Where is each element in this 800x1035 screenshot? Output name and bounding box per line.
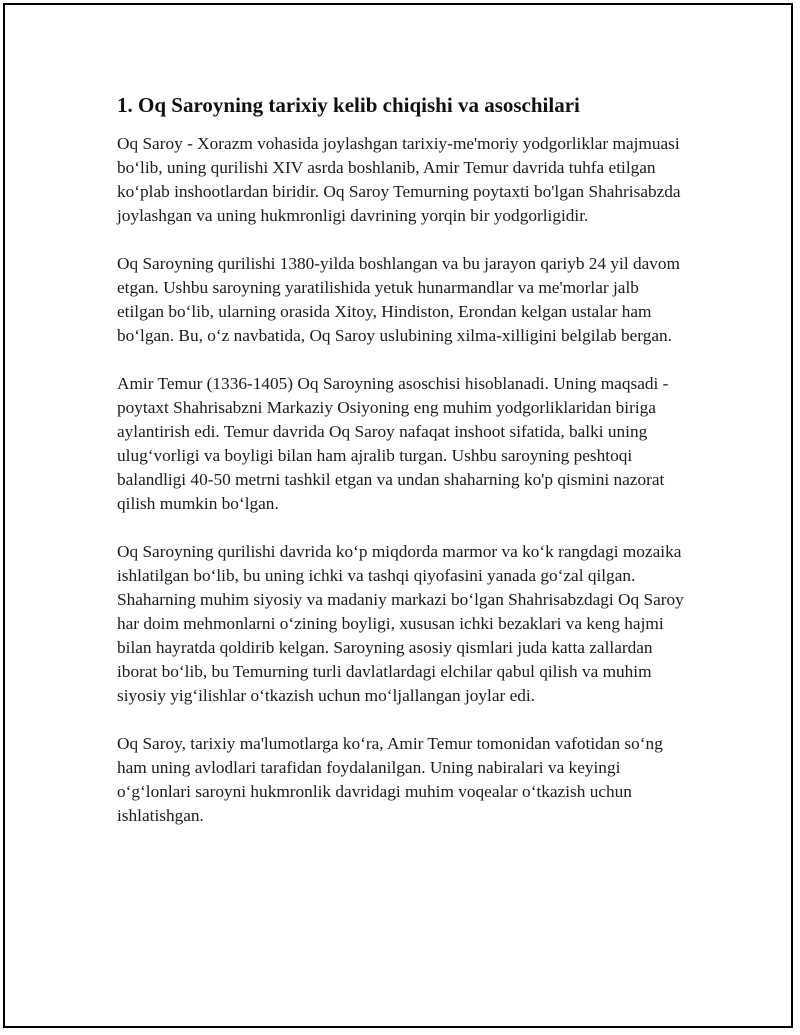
paragraph-origin: Oq Saroy - Xorazm vohasida joylashgan tarixiy-me'moriy yodgorliklar majmuasi bo‘lib, uning qurilishi XIV asrda boshlanib, Amir Temur davrida tuhfa etilgan ko‘plab inshootlardan biridir. Oq Saroy Temurning poytaxti bo'lgan Shahrisabzda joylashgan va uning hukmronligi davrining yorqin bir yodgorligidir.: [117, 134, 681, 225]
paragraph-construction: Oq Saroyning qurilishi 1380-yilda boshlangan va bu jarayon qariyb 24 yil davom etgan. Ushbu saroyning yaratilishida yetuk hunarmandlar va me'morlar jalb etilgan bo‘lib, ularning orasida Xitoy, Hindiston, Erondan kelgan ustalar ham bo‘lgan. Bu, o‘z navbatida, Oq Saroy uslubining xilma-xilligini belgilab bergan.: [117, 254, 680, 345]
section-heading: 1. Oq Saroyning tarixiy kelib chiqishi va asoschilari: [117, 93, 580, 117]
paragraph-founder: Amir Temur (1336-1405) Oq Saroyning asoschisi hisoblanadi. Uning maqsadi - poytaxt Shahrisabzni Markaziy Osiyoning eng muhim yodgorliklaridan biriga aylantirish edi. Temur davrida Oq Saroy nafaqat inshoot sifatida, balki uning ulug‘vorligi va boyligi bilan ham ajralib turgan. Ushbu saroyning peshtoqi balandligi 40-50 metrni tashkil etgan va undan shaharning ko'p qismini nazorat qilish mumkin bo‘lgan.: [117, 374, 669, 513]
paragraph-descendants: Oq Saroy, tarixiy ma'lumotlarga ko‘ra, Amir Temur tomonidan vafotidan so‘ng ham uning avlodlari tarafidan foydalanilgan. Uning nabiralari va keyingi o‘g‘lonlari saroyni hukmronlik davridagi muhim voqealar o‘tkazish uchun ishlatishgan.: [117, 734, 663, 825]
document-body: [117, 92, 687, 852]
paragraph-decoration: Oq Saroyning qurilishi davrida ko‘p miqdorda marmor va ko‘k rangdagi mozaika ishlatilgan bo‘lib, bu uning ichki va tashqi qiyofasini yanada go‘zal qilgan. Shaharning muhim siyosiy va madaniy markazi bo‘lgan Shahrisabzdagi Oq Saroy har doim mehmonlarni o‘zining boyligi, xususan ichki bezaklari va keng hajmi bilan hayratda qoldirib kelgan. Saroyning asosiy qismlari juda katta zallardan iborat bo‘lib, bu Temurning turli davlatlardagi elchilar qabul qilish va muhim siyosiy yig‘ilishlar o‘tkazish uchun mo‘ljallangan joylar edi.: [117, 542, 684, 705]
